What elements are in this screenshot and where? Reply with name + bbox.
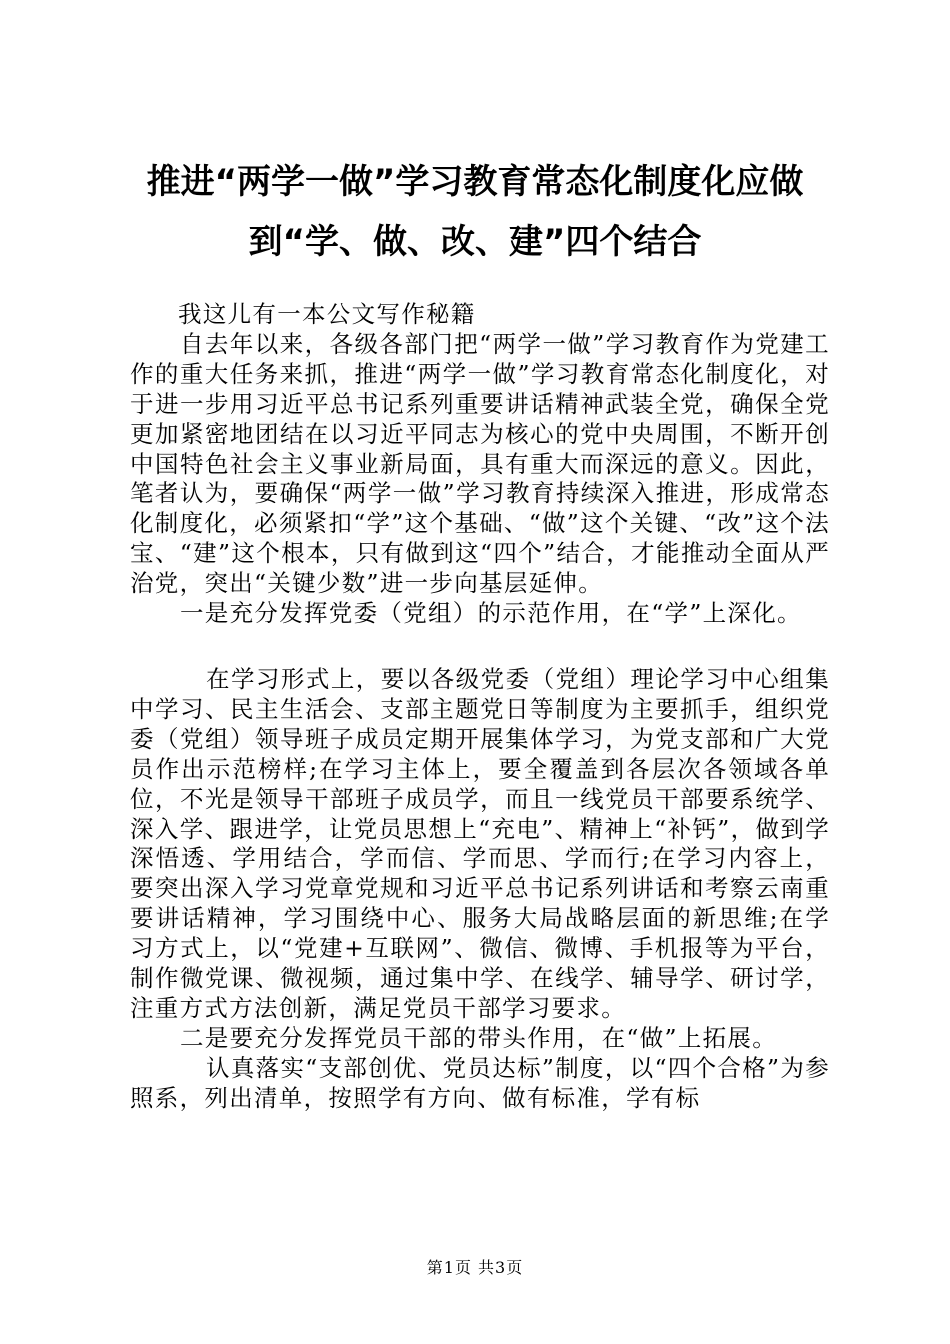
document-title-line-2: 到“学、做、改、建”四个结合 [248,222,702,262]
paragraph-overview: 自去年以来，各级各部门把“两学一做”学习教育作为党建工作的重大任务来抓，推进“两学一做”学习教育常态化制度化，对于进一步用习近平总书记系列重要讲话精神武装全党，确保全党更加紧密地团结在以习近平同志为核心的党中央周围，不断开创中国特色社会主义事业新局面，具有重大而深远的意义。因此，笔者认为，要确保“两学一做”学习教育持续深入推进，形成常态化制度化，必须紧扣“学”这个基础、“做”这个关键、“改”这个法宝、“建”这个根本，只有做到这“四个”结合，才能推动全面从严治党，突出“关键少数”进一步向基层延伸。 [130,329,830,598]
section-heading-practice: 二是要充分发挥党员干部的带头作用，在“做”上拓展。 [180,1023,778,1052]
paragraph-intro-note: 我这儿有一本公文写作秘籍 [178,300,476,328]
page-number-footer: 第1页 共3页 [426,1258,524,1277]
paragraph-practice-details: 认真落实“支部创优、党员达标”制度，以“四个合格”为参照系，列出清单，按照学有方向、做有标准，学有标 [130,1053,830,1112]
paragraph-study-details: 在学习形式上，要以各级党委（党组）理论学习中心组集中学习、民主生活会、支部主题党日等制度为主要抓手，组织党委（党组）领导班子成员定期开展集体学习，为党支部和广大党员作出示范榜样;在学习主体上，要全覆盖到各层次各领域各单位，不光是领导干部班子成员学，而且一线党员干部要系统学、深入学、跟进学，让党员思想上“充电”、精神上“补钙”，做到学深悟透、学用结合，学而信、学而思、学而行;在学习内容上，要突出深入学习党章党规和习近平总书记系列讲话和考察云南重要讲话精神，学习围绕中心、服务大局战略层面的新思维;在学习方式上，以“党建+互联网”、微信、微博、手机报等为平台，制作微党课、微视频，通过集中学、在线学、辅导学、研讨学，注重方式方法创新，满足党员干部学习要求。 [130,664,830,1022]
document-body [130,300,830,1114]
document-title-line-1: 推进“两学一做”学习教育常态化制度化应做 [146,162,804,202]
section-heading-study: 一是充分发挥党委（党组）的示范作用，在“学”上深化。 [180,599,802,628]
blank-line [130,629,830,665]
